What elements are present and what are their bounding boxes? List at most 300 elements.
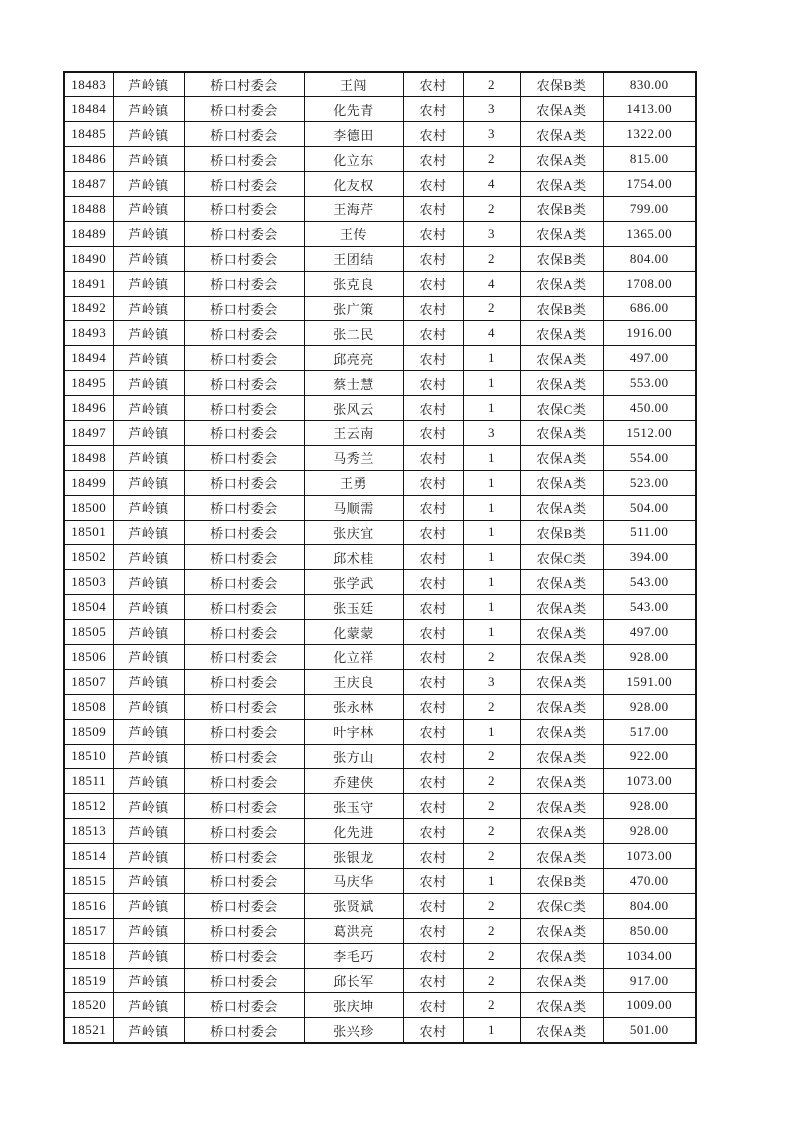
cell-id: 18518 bbox=[64, 943, 113, 968]
cell-village: 桥口村委会 bbox=[184, 147, 304, 172]
cell-village: 桥口村委会 bbox=[184, 570, 304, 595]
cell-category: 农保B类 bbox=[520, 869, 603, 894]
table-row bbox=[64, 445, 696, 470]
cell-category: 农保A类 bbox=[520, 968, 603, 993]
table-row bbox=[64, 296, 696, 321]
cell-town: 芦岭镇 bbox=[113, 968, 184, 993]
cell-category: 农保A类 bbox=[520, 470, 603, 495]
cell-residence: 农村 bbox=[403, 744, 463, 769]
cell-town: 芦岭镇 bbox=[113, 620, 184, 645]
cell-town: 芦岭镇 bbox=[113, 819, 184, 844]
cell-town: 芦岭镇 bbox=[113, 321, 184, 346]
cell-count: 2 bbox=[463, 72, 520, 97]
cell-village: 桥口村委会 bbox=[184, 246, 304, 271]
cell-town: 芦岭镇 bbox=[113, 744, 184, 769]
cell-residence: 农村 bbox=[403, 943, 463, 968]
cell-amount: 928.00 bbox=[603, 794, 696, 819]
cell-id: 18491 bbox=[64, 271, 113, 296]
cell-id: 18488 bbox=[64, 196, 113, 221]
cell-id: 18499 bbox=[64, 470, 113, 495]
cell-id: 18493 bbox=[64, 321, 113, 346]
cell-count: 4 bbox=[463, 321, 520, 346]
cell-id: 18509 bbox=[64, 719, 113, 744]
cell-village: 桥口村委会 bbox=[184, 943, 304, 968]
cell-town: 芦岭镇 bbox=[113, 893, 184, 918]
cell-amount: 394.00 bbox=[603, 545, 696, 570]
cell-village: 桥口村委会 bbox=[184, 371, 304, 396]
cell-name: 张方山 bbox=[304, 744, 403, 769]
cell-village: 桥口村委会 bbox=[184, 97, 304, 122]
cell-id: 18495 bbox=[64, 371, 113, 396]
cell-name: 王传 bbox=[304, 221, 403, 246]
cell-count: 2 bbox=[463, 794, 520, 819]
cell-residence: 农村 bbox=[403, 620, 463, 645]
cell-town: 芦岭镇 bbox=[113, 520, 184, 545]
cell-amount: 1708.00 bbox=[603, 271, 696, 296]
cell-amount: 1754.00 bbox=[603, 172, 696, 197]
cell-amount: 1512.00 bbox=[603, 420, 696, 445]
cell-id: 18486 bbox=[64, 147, 113, 172]
cell-count: 1 bbox=[463, 346, 520, 371]
cell-name: 邱术桂 bbox=[304, 545, 403, 570]
cell-village: 桥口村委会 bbox=[184, 420, 304, 445]
cell-name: 王团结 bbox=[304, 246, 403, 271]
cell-category: 农保A类 bbox=[520, 1018, 603, 1043]
cell-residence: 农村 bbox=[403, 769, 463, 794]
cell-village: 桥口村委会 bbox=[184, 819, 304, 844]
cell-category: 农保A类 bbox=[520, 719, 603, 744]
cell-category: 农保C类 bbox=[520, 545, 603, 570]
cell-name: 张广策 bbox=[304, 296, 403, 321]
cell-count: 1 bbox=[463, 396, 520, 421]
cell-village: 桥口村委会 bbox=[184, 545, 304, 570]
cell-residence: 农村 bbox=[403, 644, 463, 669]
cell-name: 张银龙 bbox=[304, 844, 403, 869]
cell-village: 桥口村委会 bbox=[184, 122, 304, 147]
cell-residence: 农村 bbox=[403, 221, 463, 246]
table-row bbox=[64, 620, 696, 645]
cell-village: 桥口村委会 bbox=[184, 346, 304, 371]
table-row bbox=[64, 794, 696, 819]
cell-residence: 农村 bbox=[403, 396, 463, 421]
cell-residence: 农村 bbox=[403, 420, 463, 445]
cell-town: 芦岭镇 bbox=[113, 445, 184, 470]
cell-count: 2 bbox=[463, 993, 520, 1018]
cell-amount: 1034.00 bbox=[603, 943, 696, 968]
cell-village: 桥口村委会 bbox=[184, 221, 304, 246]
cell-amount: 917.00 bbox=[603, 968, 696, 993]
cell-category: 农保A类 bbox=[520, 420, 603, 445]
cell-town: 芦岭镇 bbox=[113, 844, 184, 869]
cell-count: 2 bbox=[463, 844, 520, 869]
table-row bbox=[64, 321, 696, 346]
table-row bbox=[64, 396, 696, 421]
table-row bbox=[64, 97, 696, 122]
cell-category: 农保A类 bbox=[520, 371, 603, 396]
table-row bbox=[64, 694, 696, 719]
cell-town: 芦岭镇 bbox=[113, 470, 184, 495]
cell-village: 桥口村委会 bbox=[184, 918, 304, 943]
cell-residence: 农村 bbox=[403, 470, 463, 495]
cell-category: 农保B类 bbox=[520, 296, 603, 321]
cell-id: 18505 bbox=[64, 620, 113, 645]
cell-residence: 农村 bbox=[403, 196, 463, 221]
cell-amount: 922.00 bbox=[603, 744, 696, 769]
cell-town: 芦岭镇 bbox=[113, 595, 184, 620]
cell-amount: 928.00 bbox=[603, 644, 696, 669]
cell-category: 农保A类 bbox=[520, 993, 603, 1018]
table-row bbox=[64, 595, 696, 620]
table-row bbox=[64, 172, 696, 197]
cell-residence: 农村 bbox=[403, 918, 463, 943]
cell-name: 张永林 bbox=[304, 694, 403, 719]
cell-count: 1 bbox=[463, 1018, 520, 1043]
cell-amount: 1916.00 bbox=[603, 321, 696, 346]
cell-id: 18483 bbox=[64, 72, 113, 97]
cell-category: 农保C类 bbox=[520, 396, 603, 421]
cell-id: 18513 bbox=[64, 819, 113, 844]
cell-village: 桥口村委会 bbox=[184, 644, 304, 669]
cell-count: 1 bbox=[463, 570, 520, 595]
cell-village: 桥口村委会 bbox=[184, 595, 304, 620]
cell-name: 张玉守 bbox=[304, 794, 403, 819]
cell-village: 桥口村委会 bbox=[184, 470, 304, 495]
cell-amount: 497.00 bbox=[603, 346, 696, 371]
cell-count: 1 bbox=[463, 620, 520, 645]
cell-name: 王云南 bbox=[304, 420, 403, 445]
cell-count: 2 bbox=[463, 744, 520, 769]
cell-town: 芦岭镇 bbox=[113, 694, 184, 719]
cell-category: 农保A类 bbox=[520, 819, 603, 844]
cell-village: 桥口村委会 bbox=[184, 769, 304, 794]
cell-name: 张庆坤 bbox=[304, 993, 403, 1018]
cell-amount: 517.00 bbox=[603, 719, 696, 744]
cell-amount: 1322.00 bbox=[603, 122, 696, 147]
table-row bbox=[64, 769, 696, 794]
cell-count: 4 bbox=[463, 172, 520, 197]
cell-name: 张兴珍 bbox=[304, 1018, 403, 1043]
cell-category: 农保A类 bbox=[520, 644, 603, 669]
cell-residence: 农村 bbox=[403, 122, 463, 147]
cell-category: 农保A类 bbox=[520, 570, 603, 595]
cell-count: 2 bbox=[463, 296, 520, 321]
cell-name: 张贤斌 bbox=[304, 893, 403, 918]
cell-category: 农保C类 bbox=[520, 893, 603, 918]
cell-town: 芦岭镇 bbox=[113, 570, 184, 595]
cell-id: 18521 bbox=[64, 1018, 113, 1043]
table-row bbox=[64, 147, 696, 172]
cell-amount: 799.00 bbox=[603, 196, 696, 221]
cell-id: 18497 bbox=[64, 420, 113, 445]
cell-name: 王闯 bbox=[304, 72, 403, 97]
cell-id: 18504 bbox=[64, 595, 113, 620]
cell-village: 桥口村委会 bbox=[184, 1018, 304, 1043]
table-row bbox=[64, 420, 696, 445]
cell-town: 芦岭镇 bbox=[113, 147, 184, 172]
cell-village: 桥口村委会 bbox=[184, 620, 304, 645]
cell-id: 18494 bbox=[64, 346, 113, 371]
table-row bbox=[64, 1018, 696, 1043]
cell-id: 18510 bbox=[64, 744, 113, 769]
cell-village: 桥口村委会 bbox=[184, 869, 304, 894]
table-row bbox=[64, 470, 696, 495]
cell-residence: 农村 bbox=[403, 246, 463, 271]
cell-amount: 850.00 bbox=[603, 918, 696, 943]
cell-count: 1 bbox=[463, 719, 520, 744]
cell-id: 18515 bbox=[64, 869, 113, 894]
cell-category: 农保A类 bbox=[520, 844, 603, 869]
cell-amount: 804.00 bbox=[603, 893, 696, 918]
cell-town: 芦岭镇 bbox=[113, 172, 184, 197]
cell-category: 农保A类 bbox=[520, 97, 603, 122]
cell-village: 桥口村委会 bbox=[184, 968, 304, 993]
cell-town: 芦岭镇 bbox=[113, 396, 184, 421]
table-row bbox=[64, 918, 696, 943]
cell-category: 农保A类 bbox=[520, 694, 603, 719]
cell-town: 芦岭镇 bbox=[113, 769, 184, 794]
cell-name: 张玉廷 bbox=[304, 595, 403, 620]
table-row bbox=[64, 346, 696, 371]
cell-name: 李德田 bbox=[304, 122, 403, 147]
cell-town: 芦岭镇 bbox=[113, 495, 184, 520]
table-row bbox=[64, 221, 696, 246]
cell-count: 1 bbox=[463, 545, 520, 570]
cell-count: 2 bbox=[463, 819, 520, 844]
cell-name: 化先青 bbox=[304, 97, 403, 122]
cell-category: 农保A类 bbox=[520, 495, 603, 520]
cell-id: 18489 bbox=[64, 221, 113, 246]
cell-name: 化先进 bbox=[304, 819, 403, 844]
cell-town: 芦岭镇 bbox=[113, 122, 184, 147]
cell-name: 化立东 bbox=[304, 147, 403, 172]
cell-amount: 1073.00 bbox=[603, 844, 696, 869]
cell-id: 18490 bbox=[64, 246, 113, 271]
table-row bbox=[64, 943, 696, 968]
cell-residence: 农村 bbox=[403, 694, 463, 719]
cell-village: 桥口村委会 bbox=[184, 744, 304, 769]
cell-residence: 农村 bbox=[403, 844, 463, 869]
cell-town: 芦岭镇 bbox=[113, 918, 184, 943]
cell-village: 桥口村委会 bbox=[184, 196, 304, 221]
cell-village: 桥口村委会 bbox=[184, 271, 304, 296]
cell-name: 乔建侠 bbox=[304, 769, 403, 794]
cell-residence: 农村 bbox=[403, 968, 463, 993]
cell-name: 邱长军 bbox=[304, 968, 403, 993]
cell-id: 18512 bbox=[64, 794, 113, 819]
cell-residence: 农村 bbox=[403, 147, 463, 172]
cell-name: 叶宇林 bbox=[304, 719, 403, 744]
table-row bbox=[64, 246, 696, 271]
cell-residence: 农村 bbox=[403, 993, 463, 1018]
cell-count: 2 bbox=[463, 694, 520, 719]
cell-category: 农保A类 bbox=[520, 669, 603, 694]
table-body bbox=[64, 72, 696, 1043]
cell-town: 芦岭镇 bbox=[113, 993, 184, 1018]
cell-id: 18500 bbox=[64, 495, 113, 520]
cell-count: 1 bbox=[463, 869, 520, 894]
cell-residence: 农村 bbox=[403, 570, 463, 595]
cell-count: 2 bbox=[463, 769, 520, 794]
cell-count: 2 bbox=[463, 147, 520, 172]
cell-amount: 504.00 bbox=[603, 495, 696, 520]
cell-residence: 农村 bbox=[403, 1018, 463, 1043]
cell-residence: 农村 bbox=[403, 72, 463, 97]
table-row bbox=[64, 968, 696, 993]
cell-name: 蔡士慧 bbox=[304, 371, 403, 396]
cell-id: 18514 bbox=[64, 844, 113, 869]
cell-residence: 农村 bbox=[403, 520, 463, 545]
cell-town: 芦岭镇 bbox=[113, 97, 184, 122]
cell-category: 农保B类 bbox=[520, 520, 603, 545]
cell-amount: 543.00 bbox=[603, 570, 696, 595]
cell-village: 桥口村委会 bbox=[184, 296, 304, 321]
cell-amount: 804.00 bbox=[603, 246, 696, 271]
cell-count: 3 bbox=[463, 669, 520, 694]
cell-residence: 农村 bbox=[403, 346, 463, 371]
cell-town: 芦岭镇 bbox=[113, 196, 184, 221]
cell-count: 3 bbox=[463, 122, 520, 147]
cell-amount: 554.00 bbox=[603, 445, 696, 470]
cell-id: 18492 bbox=[64, 296, 113, 321]
cell-id: 18487 bbox=[64, 172, 113, 197]
cell-residence: 农村 bbox=[403, 545, 463, 570]
cell-residence: 农村 bbox=[403, 321, 463, 346]
table-row bbox=[64, 719, 696, 744]
cell-count: 3 bbox=[463, 97, 520, 122]
cell-amount: 501.00 bbox=[603, 1018, 696, 1043]
cell-count: 2 bbox=[463, 246, 520, 271]
cell-town: 芦岭镇 bbox=[113, 869, 184, 894]
cell-id: 18485 bbox=[64, 122, 113, 147]
cell-count: 2 bbox=[463, 918, 520, 943]
cell-name: 王勇 bbox=[304, 470, 403, 495]
cell-name: 李毛巧 bbox=[304, 943, 403, 968]
cell-category: 农保A类 bbox=[520, 794, 603, 819]
table-row bbox=[64, 545, 696, 570]
cell-town: 芦岭镇 bbox=[113, 72, 184, 97]
cell-residence: 农村 bbox=[403, 172, 463, 197]
table-row bbox=[64, 869, 696, 894]
cell-count: 1 bbox=[463, 595, 520, 620]
cell-village: 桥口村委会 bbox=[184, 396, 304, 421]
cell-village: 桥口村委会 bbox=[184, 445, 304, 470]
cell-town: 芦岭镇 bbox=[113, 246, 184, 271]
cell-village: 桥口村委会 bbox=[184, 321, 304, 346]
table-row bbox=[64, 669, 696, 694]
cell-name: 马庆华 bbox=[304, 869, 403, 894]
cell-name: 马秀兰 bbox=[304, 445, 403, 470]
cell-count: 1 bbox=[463, 371, 520, 396]
cell-id: 18507 bbox=[64, 669, 113, 694]
cell-category: 农保A类 bbox=[520, 346, 603, 371]
cell-town: 芦岭镇 bbox=[113, 271, 184, 296]
cell-residence: 农村 bbox=[403, 495, 463, 520]
cell-village: 桥口村委会 bbox=[184, 844, 304, 869]
cell-town: 芦岭镇 bbox=[113, 719, 184, 744]
table-row bbox=[64, 371, 696, 396]
cell-name: 张二民 bbox=[304, 321, 403, 346]
table-row bbox=[64, 844, 696, 869]
cell-category: 农保B类 bbox=[520, 72, 603, 97]
cell-amount: 928.00 bbox=[603, 819, 696, 844]
cell-id: 18511 bbox=[64, 769, 113, 794]
cell-name: 王庆良 bbox=[304, 669, 403, 694]
cell-residence: 农村 bbox=[403, 296, 463, 321]
cell-id: 18498 bbox=[64, 445, 113, 470]
cell-town: 芦岭镇 bbox=[113, 669, 184, 694]
cell-count: 3 bbox=[463, 420, 520, 445]
cell-residence: 农村 bbox=[403, 445, 463, 470]
cell-id: 18519 bbox=[64, 968, 113, 993]
cell-town: 芦岭镇 bbox=[113, 943, 184, 968]
cell-category: 农保A类 bbox=[520, 221, 603, 246]
cell-id: 18517 bbox=[64, 918, 113, 943]
cell-id: 18502 bbox=[64, 545, 113, 570]
cell-village: 桥口村委会 bbox=[184, 172, 304, 197]
cell-count: 1 bbox=[463, 470, 520, 495]
cell-category: 农保A类 bbox=[520, 595, 603, 620]
cell-id: 18501 bbox=[64, 520, 113, 545]
cell-category: 农保A类 bbox=[520, 445, 603, 470]
cell-residence: 农村 bbox=[403, 794, 463, 819]
cell-category: 农保B类 bbox=[520, 246, 603, 271]
cell-village: 桥口村委会 bbox=[184, 794, 304, 819]
cell-id: 18506 bbox=[64, 644, 113, 669]
table-row bbox=[64, 644, 696, 669]
cell-village: 桥口村委会 bbox=[184, 72, 304, 97]
cell-name: 邱亮亮 bbox=[304, 346, 403, 371]
cell-amount: 815.00 bbox=[603, 147, 696, 172]
cell-name: 化立祥 bbox=[304, 644, 403, 669]
cell-name: 马顺需 bbox=[304, 495, 403, 520]
cell-category: 农保A类 bbox=[520, 769, 603, 794]
cell-category: 农保B类 bbox=[520, 196, 603, 221]
cell-category: 农保A类 bbox=[520, 122, 603, 147]
cell-count: 2 bbox=[463, 968, 520, 993]
cell-town: 芦岭镇 bbox=[113, 794, 184, 819]
cell-id: 18516 bbox=[64, 893, 113, 918]
cell-amount: 686.00 bbox=[603, 296, 696, 321]
cell-count: 3 bbox=[463, 221, 520, 246]
cell-category: 农保A类 bbox=[520, 620, 603, 645]
cell-name: 化蒙蒙 bbox=[304, 620, 403, 645]
cell-id: 18484 bbox=[64, 97, 113, 122]
cell-residence: 农村 bbox=[403, 97, 463, 122]
cell-town: 芦岭镇 bbox=[113, 221, 184, 246]
cell-category: 农保A类 bbox=[520, 271, 603, 296]
table-row bbox=[64, 271, 696, 296]
cell-village: 桥口村委会 bbox=[184, 719, 304, 744]
cell-town: 芦岭镇 bbox=[113, 371, 184, 396]
cell-name: 张庆宜 bbox=[304, 520, 403, 545]
cell-village: 桥口村委会 bbox=[184, 694, 304, 719]
cell-count: 2 bbox=[463, 196, 520, 221]
table-row bbox=[64, 196, 696, 221]
cell-residence: 农村 bbox=[403, 719, 463, 744]
cell-category: 农保A类 bbox=[520, 943, 603, 968]
cell-id: 18520 bbox=[64, 993, 113, 1018]
table-row bbox=[64, 122, 696, 147]
cell-amount: 1073.00 bbox=[603, 769, 696, 794]
cell-amount: 553.00 bbox=[603, 371, 696, 396]
cell-town: 芦岭镇 bbox=[113, 346, 184, 371]
cell-amount: 1591.00 bbox=[603, 669, 696, 694]
cell-amount: 928.00 bbox=[603, 694, 696, 719]
table-row bbox=[64, 72, 696, 97]
cell-amount: 511.00 bbox=[603, 520, 696, 545]
cell-amount: 523.00 bbox=[603, 470, 696, 495]
cell-amount: 1009.00 bbox=[603, 993, 696, 1018]
